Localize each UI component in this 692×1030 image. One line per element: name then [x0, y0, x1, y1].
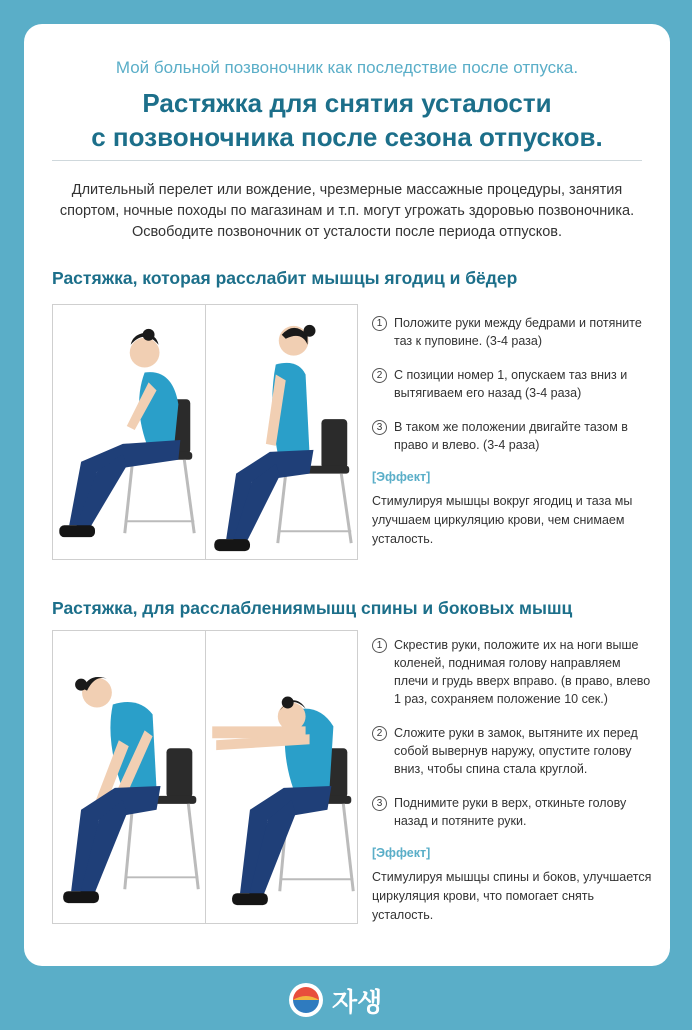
step-number: 2	[372, 368, 387, 383]
effect-label: [Эффект]	[372, 846, 431, 860]
step-item	[372, 636, 652, 708]
section-1-steps	[372, 314, 652, 549]
step-text: В таком же положении двигайте тазом в право и влево. (3-4 раза)	[394, 420, 628, 452]
brand-logo	[288, 980, 418, 1020]
section-2-title: Растяжка, для расслаблениямышц спины и боковых мышц	[52, 598, 573, 618]
photo-seated-twist	[53, 631, 205, 923]
effect-text: Стимулируя мышцы спины и боков, улучшается циркуляция крови, что помогает снять усталость.	[372, 870, 652, 922]
photo-seated-forward-arms	[205, 631, 358, 923]
page-subtitle: Мой больной позвоночник как последствие после отпуска.	[115, 58, 579, 77]
step-item	[372, 724, 652, 778]
section-2-photos	[52, 630, 358, 924]
step-number: 3	[372, 796, 387, 811]
jaseng-emblem-icon	[288, 982, 324, 1018]
page-title	[24, 86, 670, 154]
title-line-1: Растяжка для снятия усталости	[142, 88, 552, 118]
section-1-photos	[52, 304, 358, 560]
title-divider	[52, 160, 642, 161]
intro-text: Длительный перелет или вождение, чрезмерные массажные процедуры, занятия спортом, ночные походы по магазинам и т.п. могут угрожать здоровью позвоночника. Освободите позвоночник от усталости после периода отпусков.	[59, 182, 635, 240]
step-number: 1	[372, 638, 387, 653]
step-number: 2	[372, 726, 387, 741]
step-text: С позиции номер 1, опускаем таз вниз и вытягиваем его назад (3-4 раза)	[394, 368, 628, 400]
step-item	[372, 366, 652, 402]
photo-seated-lean-forward	[53, 305, 205, 559]
effect-text: Стимулируя мышцы вокруг ягодиц и таза мы улучшаем циркуляцию крови, чем снимаем усталость.	[372, 494, 633, 546]
section-1-title: Растяжка, которая расслабит мышцы ягодиц и бёдер	[52, 268, 518, 288]
step-text: Сложите руки в замок, вытяните их перед собой вывернув наружу, опустите голову вниз, чтобы спина стала круглой.	[394, 726, 638, 776]
step-text: Поднимите руки в верх, откиньте голову назад и потяните руки.	[394, 796, 627, 828]
step-text: Положите руки между бедрами и потяните таз к пуповине. (3-4 раза)	[394, 316, 642, 348]
step-number: 3	[372, 420, 387, 435]
step-item	[372, 418, 652, 454]
section-2-steps	[372, 636, 652, 925]
effect-label: [Эффект]	[372, 470, 431, 484]
step-number: 1	[372, 316, 387, 331]
content-card	[24, 24, 670, 966]
brand-logo-text: 자생	[332, 987, 383, 1018]
photo-seated-upright	[205, 305, 358, 559]
step-item	[372, 794, 652, 830]
step-text: Скрестив руки, положите их на ноги выше коленей, поднимая голову направляем плечи и грудь вверх вправо. (в право, влево 1 раз, сохраняем положение 10 сек.)	[394, 638, 651, 706]
step-item	[372, 314, 652, 350]
title-line-2: с позвоночника после сезона отпусков.	[91, 122, 603, 152]
